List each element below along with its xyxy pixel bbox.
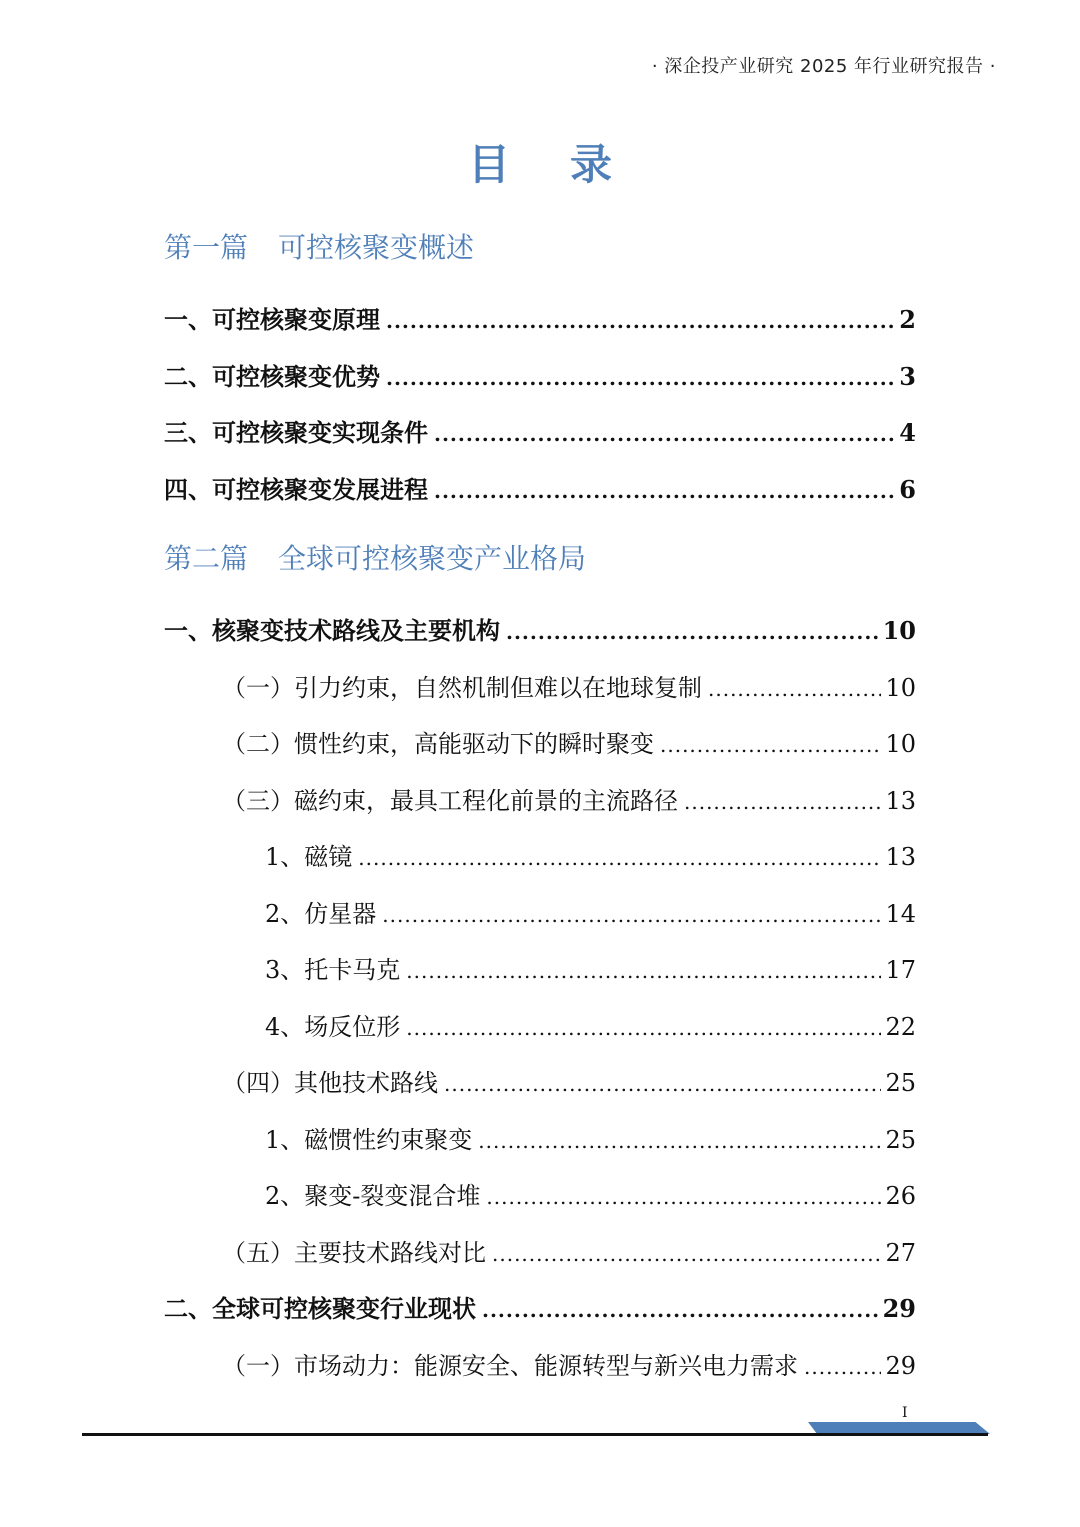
dot-leader bbox=[482, 1298, 879, 1322]
toc-entry-page: 6 bbox=[899, 475, 916, 504]
toc-entry[interactable] bbox=[164, 1289, 916, 1324]
toc-entry[interactable] bbox=[164, 470, 916, 505]
toc-entry-label: 三、可控核聚变实现条件 bbox=[164, 418, 428, 447]
dot-leader bbox=[382, 903, 881, 927]
toc-entry-label: 2、聚变-裂变混合堆 bbox=[265, 1182, 481, 1210]
toc-entry-page: 29 bbox=[882, 1294, 916, 1323]
dot-leader bbox=[386, 366, 895, 390]
toc-entry[interactable] bbox=[222, 1233, 916, 1268]
toc-entry[interactable] bbox=[222, 724, 916, 759]
toc-entry[interactable] bbox=[222, 781, 916, 816]
toc-entry-label: 3、托卡马克 bbox=[265, 956, 401, 984]
toc-entry-page: 25 bbox=[885, 1069, 916, 1097]
toc-entry-page: 10 bbox=[885, 674, 916, 702]
toc-entry[interactable] bbox=[222, 668, 916, 703]
toc-entry-page: 4 bbox=[899, 418, 916, 447]
part-title: 全球可控核聚变产业格局 bbox=[278, 542, 587, 575]
report-header: · 深企投产业研究 2025 年行业研究报告 · bbox=[651, 56, 996, 77]
dot-leader bbox=[708, 677, 881, 701]
toc-entry[interactable] bbox=[164, 300, 916, 335]
toc-entry-page: 17 bbox=[885, 956, 916, 984]
toc-entry-page: 10 bbox=[885, 730, 916, 758]
dot-leader bbox=[804, 1355, 881, 1379]
toc-entry[interactable] bbox=[164, 413, 916, 448]
toc-entry-label: （一）引力约束，自然机制但难以在地球复制 bbox=[222, 674, 702, 702]
toc-entry-page: 29 bbox=[885, 1352, 916, 1380]
part-heading-2[interactable] bbox=[164, 537, 586, 577]
toc-entry[interactable] bbox=[222, 1063, 916, 1098]
dot-leader bbox=[506, 620, 879, 644]
part-title: 可控核聚变概述 bbox=[278, 231, 475, 264]
footer-page-number: I bbox=[902, 1405, 908, 1421]
dot-leader bbox=[478, 1129, 881, 1153]
part-heading-1[interactable] bbox=[164, 226, 474, 266]
toc-entry[interactable] bbox=[222, 1346, 916, 1381]
dot-leader bbox=[684, 790, 881, 814]
toc-entry-page: 14 bbox=[885, 900, 916, 928]
toc-entry-label: 1、磁惯性约束聚变 bbox=[265, 1126, 473, 1154]
toc-entry-label: 二、可控核聚变优势 bbox=[164, 362, 380, 391]
part-label: 第一篇 bbox=[164, 231, 249, 264]
toc-entry-label: （一）市场动力：能源安全、能源转型与新兴电力需求 bbox=[222, 1352, 798, 1380]
dot-leader bbox=[660, 733, 881, 757]
toc-entry-label: 四、可控核聚变发展进程 bbox=[164, 475, 428, 504]
toc-entry-page: 22 bbox=[885, 1013, 916, 1041]
toc-entry-label: 二、全球可控核聚变行业现状 bbox=[164, 1294, 476, 1323]
toc-entry-page: 2 bbox=[899, 305, 916, 334]
toc-entry[interactable] bbox=[164, 611, 916, 646]
toc-entry-label: （五）主要技术路线对比 bbox=[222, 1239, 486, 1267]
toc-entry-page: 3 bbox=[899, 362, 916, 391]
dot-leader bbox=[434, 479, 895, 503]
dot-leader bbox=[358, 846, 881, 870]
toc-entry-label: 一、可控核聚变原理 bbox=[164, 305, 380, 334]
toc-entry-label: （二）惯性约束，高能驱动下的瞬时聚变 bbox=[222, 730, 654, 758]
toc-entry-page: 10 bbox=[882, 616, 916, 645]
toc-entry[interactable] bbox=[265, 894, 916, 929]
toc-entry-page: 25 bbox=[885, 1126, 916, 1154]
toc-entry-label: 一、核聚变技术路线及主要机构 bbox=[164, 616, 500, 645]
toc-entry-page: 13 bbox=[885, 787, 916, 815]
toc-entry[interactable] bbox=[265, 837, 916, 872]
toc-entry[interactable] bbox=[164, 357, 916, 392]
toc-entry-label: （三）磁约束，最具工程化前景的主流路径 bbox=[222, 787, 678, 815]
dot-leader bbox=[434, 422, 895, 446]
toc-entry-page: 27 bbox=[885, 1239, 916, 1267]
toc-entry[interactable] bbox=[265, 1007, 916, 1042]
toc-entry-label: 2、仿星器 bbox=[265, 900, 377, 928]
toc-entry-page: 26 bbox=[885, 1182, 916, 1210]
toc-entry-label: （四）其他技术路线 bbox=[222, 1069, 438, 1097]
dot-leader bbox=[386, 309, 895, 333]
toc-entry[interactable] bbox=[265, 1120, 916, 1155]
dot-leader bbox=[444, 1072, 881, 1096]
dot-leader bbox=[492, 1242, 881, 1266]
dot-leader bbox=[406, 1016, 881, 1040]
dot-leader bbox=[486, 1185, 881, 1209]
toc-entry-page: 13 bbox=[885, 843, 916, 871]
footer-rule bbox=[82, 1433, 988, 1436]
toc-title: 目录 bbox=[467, 140, 672, 189]
toc-entry-label: 1、磁镜 bbox=[265, 843, 353, 871]
toc-entry[interactable] bbox=[265, 950, 916, 985]
toc-entry-label: 4、场反位形 bbox=[265, 1013, 401, 1041]
toc-entry[interactable] bbox=[265, 1176, 916, 1211]
dot-leader bbox=[406, 959, 881, 983]
part-label: 第二篇 bbox=[164, 542, 249, 575]
